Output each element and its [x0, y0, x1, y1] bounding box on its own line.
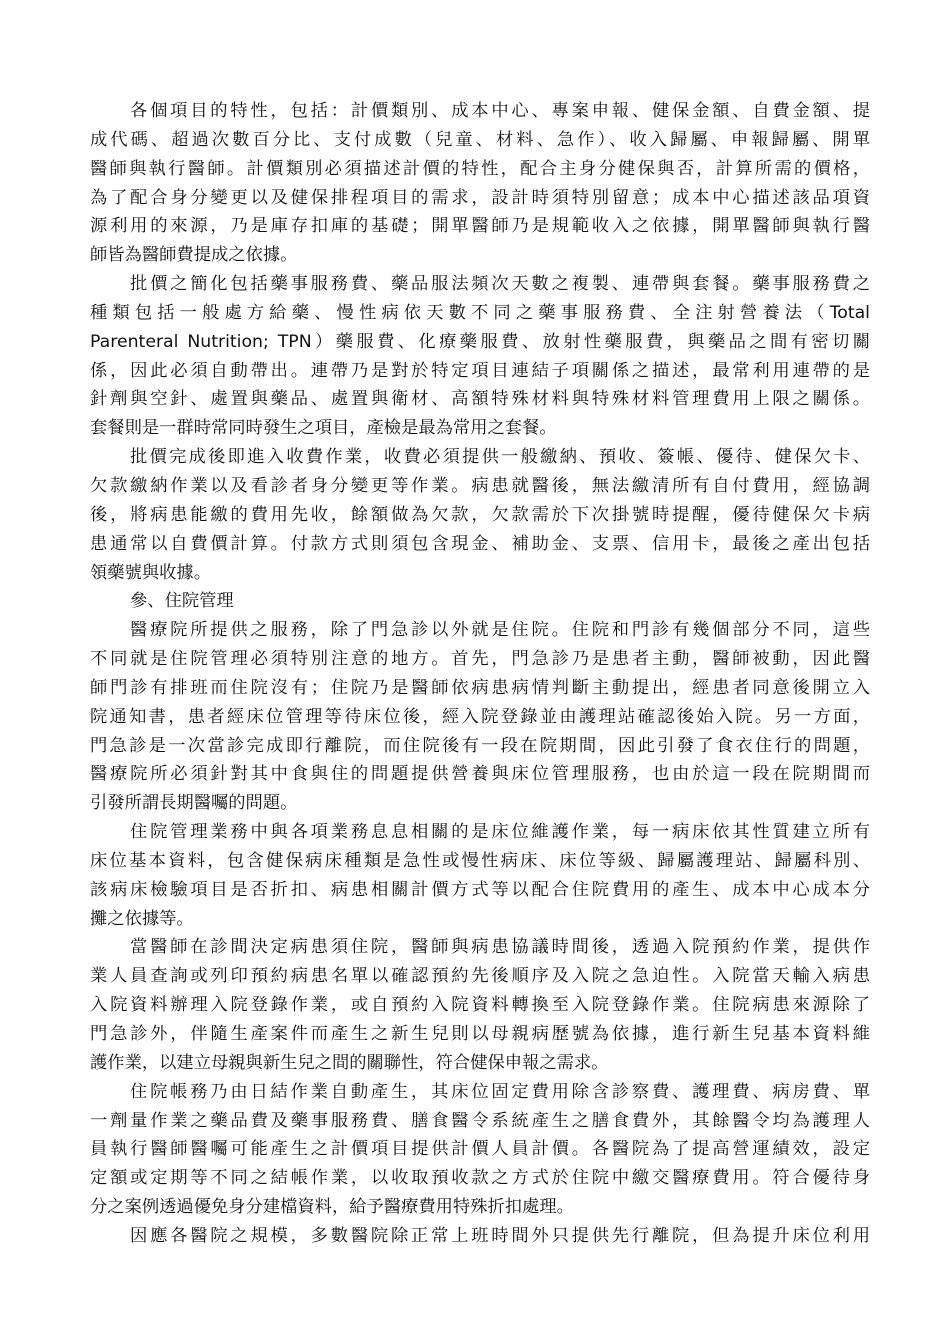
text-line: Parenteral Nutrition; TPN）藥服費、化療藥服費、放射性藥服費，與藥品之間有密切關 — [90, 331, 870, 352]
text-line: 醫療院所必須針對其中食與住的問題提供營養與床位管理服務，也由於這一段在院期間而 — [90, 764, 870, 785]
text-line: 定額或定期等不同之結帳作業，以收取預收款之方式於住院中繳交醫療費用。符合優待身 — [90, 1168, 870, 1189]
paragraph-admission-booking — [90, 933, 870, 1077]
text-line: 種類包括一般處方給藥、慢性病依天數不同之藥事服務費、全注射營養法（Total — [90, 302, 870, 323]
text-line: 分之案例透過優免身分建檔資料，給予醫療費用特殊折扣處理。 — [90, 1197, 574, 1218]
text-line: 師門診有排班而住院沒有；住院乃是醫師依病患病情判斷主動提出，經患者同意後開立入 — [90, 677, 870, 698]
paragraph-item-attributes — [90, 97, 870, 270]
text-line: 為了配合身分變更以及健保排程項目的需求，設計時須特別留意；成本中心描述該品項資 — [90, 187, 870, 208]
text-line: 各個項目的特性，包括：計價類別、成本中心、專案申報、健保金額、自費金額、提 — [130, 101, 870, 121]
text-line: 係，因此必須自動帶出。連帶乃是對於特定項目連結子項關係之描述，最常利用連帶的是 — [90, 360, 870, 381]
text-line: 套餐則是一群時常同時發生之項目，產檢是最為常用之套餐。 — [90, 418, 557, 439]
text-line: 引發所謂長期醫囑的問題。 — [90, 793, 298, 814]
text-line: 不同就是住院管理必須特別注意的地方。首先，門急診乃是患者主動，醫師被動，因此醫 — [90, 649, 870, 670]
text-line: 因應各醫院之規模，多數醫院除正常上班時間外只提供先行離院，但為提升床位利用 — [130, 1225, 870, 1246]
text-line: 後，將病患能繳的費用先收，餘額做為欠款，欠款需於下次掛號時提醒，優待健保欠卡病 — [90, 504, 870, 525]
text-line: 護作業，以建立母親與新生兒之間的關聯性，符合健保申報之需求。 — [90, 1052, 609, 1073]
document-body — [90, 97, 870, 1251]
text-line: 欠款繳納作業以及看診者身分變更等作業。病患就醫後，無法繳清所有自付費用，經協調 — [90, 475, 870, 496]
section-heading-inpatient — [90, 587, 870, 616]
text-line: 成代碼、超過次數百分比、支付成數（兒童、材料、急作）、收入歸屬、申報歸屬、開單 — [90, 129, 870, 150]
text-line: 業人員查詢或列印預約病患名單以確認預約先後順序及入院之急迫性。入院當天輸入病患 — [90, 966, 870, 987]
text-line: 床位基本資料，包含健保病床種類是急性或慢性病床、床位等級、歸屬護理站、歸屬科別、 — [90, 850, 870, 871]
section-heading: 參、住院管理 — [130, 591, 234, 612]
text-line: 源利用的來源，乃是庫存扣庫的基礎；開單醫師乃是規範收入之依據，開單醫師與執行醫 — [90, 216, 870, 237]
text-line: 師皆為醫師費提成之依據。 — [90, 245, 298, 266]
text-line: 入院資料辦理入院登錄作業，或自預約入院資料轉換至入院登錄作業。住院病患來源除了 — [90, 995, 870, 1016]
text-line: 批價完成後即進入收費作業，收費必須提供一般繳納、預收、簽帳、優待、健保欠卡、 — [130, 447, 870, 468]
paragraph-bed-maintenance — [90, 818, 870, 933]
paragraph-inpatient-intro — [90, 616, 870, 818]
text-line: 住院管理業務中與各項業務息息相關的是床位維護作業，每一病床依其性質建立所有 — [130, 822, 870, 843]
text-line: 當醫師在診間決定病患須住院，醫師與病患協議時間後，透過入院預約作業，提供作 — [130, 937, 870, 958]
text-line: 批價之簡化包括藥事服務費、藥品服法頻次天數之複製、連帶與套餐。藥事服務費之 — [130, 274, 870, 295]
text-line: 住院帳務乃由日結作業自動產生，其床位固定費用除含診察費、護理費、病房費、單 — [130, 1081, 870, 1102]
text-line: 醫療院所提供之服務，除了門急診以外就是住院。住院和門診有幾個部分不同，這些 — [130, 620, 870, 641]
text-line: 門急診外，伴隨生產案件而產生之新生兒則以母親病歷號為依據，進行新生兒基本資料維 — [90, 1024, 870, 1044]
text-line: 門急診是一次當診完成即行離院，而住院後有一段在院期間，因此引發了食衣住行的問題， — [90, 735, 870, 756]
text-line: 針劑與空針、處置與藥品、處置與衛材、高額特殊材料與特殊材料管理費用上限之關係。 — [90, 389, 870, 410]
text-line: 員執行醫師醫囑可能產生之計價項目提供計價人員計價。各醫院為了提高營運績效，設定 — [90, 1139, 870, 1160]
text-line: 該病床檢驗項目是否折扣、病患相關計價方式等以配合住院費用的產生、成本中心成本分 — [90, 879, 870, 900]
paragraph-billing-operations — [90, 443, 870, 587]
paragraph-inpatient-accounts — [90, 1078, 870, 1222]
text-line: 患通常以自費價計算。付款方式則須包含現金、補助金、支票、信用卡，最後之產出包括 — [90, 533, 870, 554]
text-line: 院通知書，患者經床位管理等待床位後，經入院登錄並由護理站確認後始入院。另一方面， — [90, 706, 870, 727]
text-line: 領藥號與收據。 — [90, 562, 211, 583]
text-line: 一劑量作業之藥品費及藥事服務費、膳食醫令系統產生之膳食費外，其餘醫令均為護理人 — [90, 1110, 870, 1131]
text-line: 攤之依據等。 — [90, 908, 194, 929]
paragraph-pricing-simplification — [90, 270, 870, 443]
text-line: 醫師與執行醫師。計價類別必須描述計價的特性，配合主身分健保與否，計算所需的價格， — [90, 158, 870, 179]
paragraph-discharge — [90, 1222, 870, 1251]
